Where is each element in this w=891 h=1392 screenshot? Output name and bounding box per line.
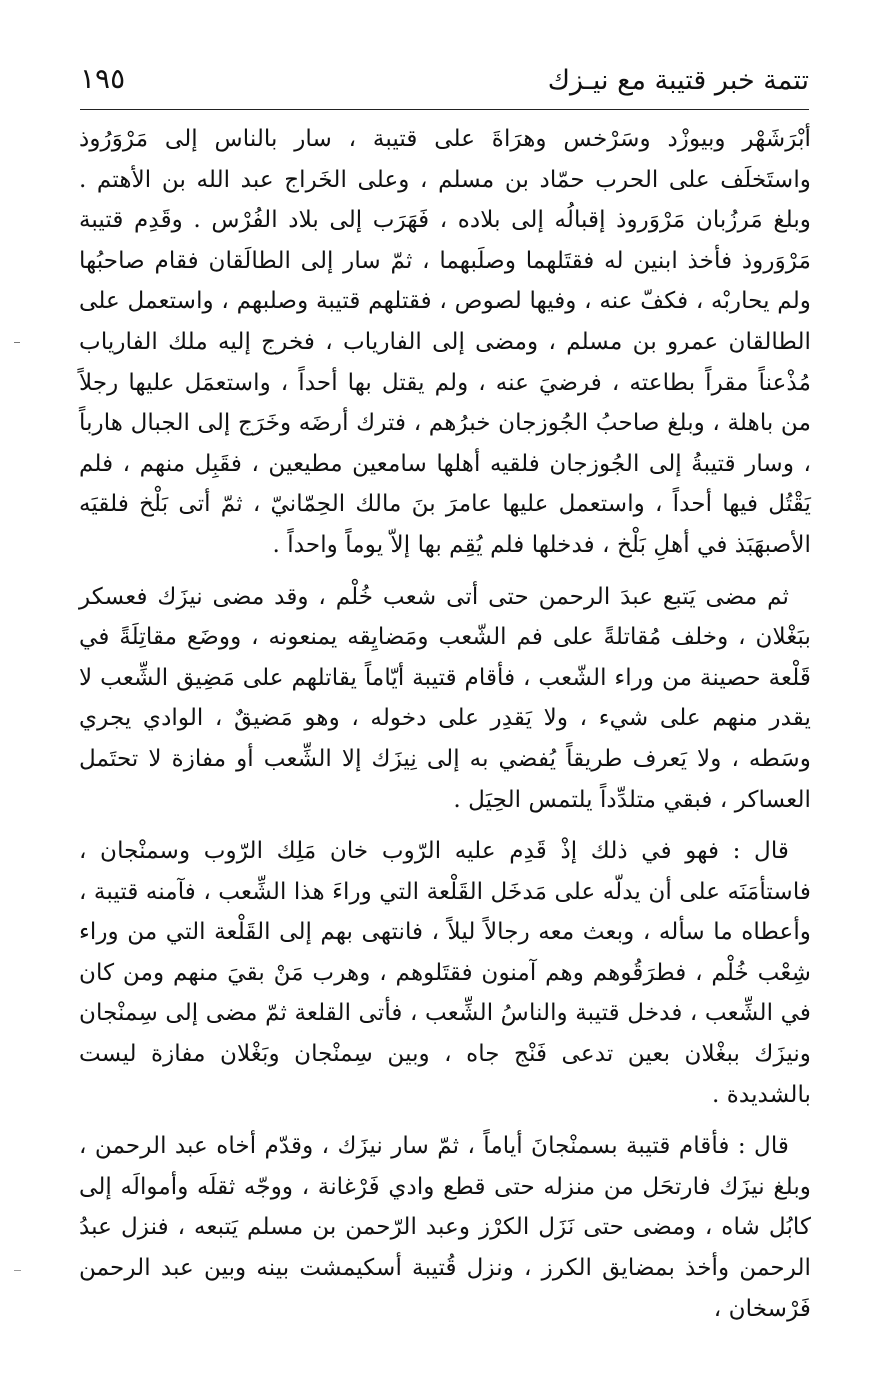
margin-tick	[14, 1270, 21, 1275]
paragraph: أبْرَشَهْر وبيوزْد وسَرْخس وهرَاةَ على قتيبة ، سار بالناس إلى مَرْوَرُوذ واستَخلَف على الحرب حمّاد بن مسلم ، وعلى الخَراج عبد الله بن الأهتم . وبلغ مَرزُبان مَرْوَروذ إقبالُه إلى بلاده ، فَهَرَب إلى بلاد الفُرْس . وقَدِم قتيبة مَرْوَروذ فأخذ ابنين له فقتَلهما وصلَبهما ، ثمّ سار إلى الطالَقان فقام صاحبُها ولم يحاربْه ، فكفّ عنه ، وفيها لصوص ، فقتلهم قتيبة وصلبهم ، واستعمل على الطالقان عمرو بن مسلم ، ومضى إلى الفارياب ، فخرج إليه ملك الفارياب مُذْعناً مقراً بطاعته ، فرضيَ عنه ، ولم يقتل بها أحداً ، واستعمَل عليها رجلاً من باهلة ، وبلغ صاحبُ الجُوزجان خبرُهم ، فترك أرضَه وخَرَج إلى الجبال هارباً ، وسار قتيبةُ إلى الجُوزجان فلقيه أهلها سامعين مطيعين ، فقَبِل منهم ، فلم يَقْتُل فيها أحداً ، واستعمل عليها عامرَ بنَ مالك الحِمّانيّ ، ثمّ أتى بَلْخ فلقيَه الأصبهَبَذ في أهلِ بَلْخ ، فدخلها فلم يُقِم بها إلاّ يوماً واحداً .	[79, 125, 811, 558]
page-header	[80, 56, 809, 104]
paragraph: قال : فهو في ذلك إذْ قَدِم عليه الرّوب خان مَلِك الرّوب وسمنْجان ، فاستأمَنَه على أن يدلّه على مَدخَل القَلْعة التي وراءَ هذا الشِّعب ، فآمنه قتيبة ، وأعطاه ما سأله ، وبعث معه رجالاً ليلاً ، فانتهى بهم إلى القَلْعة التي من وراء شِعْب خُلْم ، فطرَقُوهم وهم آمنون فقتَلوهم ، وهرب مَنْ بقيَ منهم ومن كان في الشِّعب ، فدخل قتيبة والناسُ الشِّعب ، فأتى القلعة ثمّ مضى إلى سِمنْجان ونيزَك ببغْلان بعين تدعى فَنْج جاه ، وبين سِمنْجان وبَغْلان مفازة ليست بالشديدة .	[79, 837, 811, 1108]
paragraph: ثم مضى يَتبع عبدَ الرحمن حتى أتى شعب خُلْم ، وقد مضى نيزَك فعسكر ببَغْلان ، وخلف مُقاتلةً على فم الشّعب ومَضايِقه يمنعونه ، ووضَع مقاتِلَةً في قَلْعة حصينة من وراء الشّعب ، فأقام قتيبة أيّاماً يقاتلهم على مَضِيق الشِّعب لا يقدر منهم على شيء ، ولا يَقدِر على دخوله ، وهو مَضيقٌ ، الوادي يجري وسَطه ، ولا يَعرف طريقاً يُفضي به إلى نِيزَك إلا الشِّعب أو مفازة لا تحتَمل العساكر ، فبقي متلدِّداً يلتمس الحِيَل .	[79, 582, 811, 813]
paragraph: قال : فأقام قتيبة بسمنْجانَ أياماً ، ثمّ سار نيزَك ، وقدّم أخاه عبد الرحمن ، وبلغ نيزَك فارتحَل من منزله حتى قطع وادي فَرْغانة ، ووجّه ثقلَه وأموالَه إلى كابُل شاه ، ومضى حتى نَزَل الكرْز وعبد الرّحمن بن مسلم يَتبعه ، فنزل عبدُ الرحمن وأخذ بمضايق الكرز ، ونزل قُتيبة أسكيمشت بينه وبين عبد الرحمن فَرْسخان ،	[79, 1132, 811, 1322]
running-title: تتمة خبر قتيبة مع نيـزك	[547, 65, 809, 96]
body-text	[79, 119, 811, 1329]
header-divider	[80, 109, 809, 110]
page-number: ١٩٥	[80, 62, 126, 95]
margin-tick	[14, 342, 20, 347]
